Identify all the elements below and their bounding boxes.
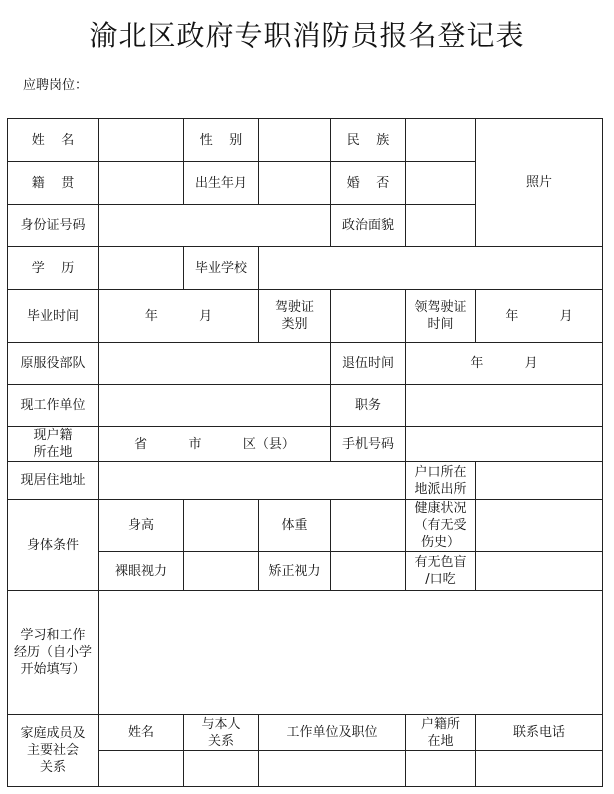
graduate-school-field[interactable] bbox=[259, 247, 603, 290]
mobile-phone-field[interactable] bbox=[406, 427, 603, 462]
applied-position-label: 应聘岗位： bbox=[23, 78, 89, 93]
naked-eye-vision-label: 裸眼视力 bbox=[99, 552, 184, 591]
job-title-field[interactable] bbox=[406, 385, 603, 427]
naked-eye-vision-field[interactable] bbox=[184, 552, 259, 591]
name-label: 姓 名 bbox=[8, 119, 99, 162]
household-registration-label: 现户籍 所在地 bbox=[8, 427, 99, 462]
family-work-unit-field[interactable] bbox=[259, 751, 406, 787]
graduation-time-field[interactable]: 年 月 bbox=[99, 290, 259, 343]
photo-box[interactable]: 照片 bbox=[476, 119, 603, 247]
license-date-field[interactable]: 年 月 bbox=[476, 290, 603, 343]
ethnicity-field[interactable] bbox=[406, 119, 476, 162]
family-phone-field[interactable] bbox=[476, 751, 603, 787]
job-title-label: 职务 bbox=[331, 385, 406, 427]
license-date-label: 领驾驶证 时间 bbox=[406, 290, 476, 343]
weight-field[interactable] bbox=[331, 500, 406, 552]
color-blind-stutter-field[interactable] bbox=[476, 552, 603, 591]
marital-status-label: 婚 否 bbox=[331, 162, 406, 205]
ethnicity-label: 民 族 bbox=[331, 119, 406, 162]
registration-form-table bbox=[7, 118, 603, 787]
work-unit-label: 现工作单位 bbox=[8, 385, 99, 427]
birth-date-label: 出生年月 bbox=[184, 162, 259, 205]
former-unit-label: 原服役部队 bbox=[8, 343, 99, 385]
id-number-label: 身份证号码 bbox=[8, 205, 99, 247]
native-place-label: 籍 贯 bbox=[8, 162, 99, 205]
discharge-time-field[interactable]: 年 月 bbox=[406, 343, 603, 385]
native-place-field[interactable] bbox=[99, 162, 184, 205]
corrected-vision-label: 矫正视力 bbox=[259, 552, 331, 591]
id-number-field[interactable] bbox=[99, 205, 331, 247]
discharge-time-label: 退伍时间 bbox=[331, 343, 406, 385]
license-type-label: 驾驶证 类别 bbox=[259, 290, 331, 343]
name-field[interactable] bbox=[99, 119, 184, 162]
family-name-field[interactable] bbox=[99, 751, 184, 787]
graduate-school-label: 毕业学校 bbox=[184, 247, 259, 290]
height-label: 身高 bbox=[99, 500, 184, 552]
family-registration-field[interactable] bbox=[406, 751, 476, 787]
family-relation-field[interactable] bbox=[184, 751, 259, 787]
height-field[interactable] bbox=[184, 500, 259, 552]
police-station-label: 户口所在 地派出所 bbox=[406, 462, 476, 500]
political-status-label: 政治面貌 bbox=[331, 205, 406, 247]
experience-label: 学习和工作 经历（自小学 开始填写） bbox=[8, 591, 99, 715]
health-status-label: 健康状况 （有无受 伤史） bbox=[406, 500, 476, 552]
marital-status-field[interactable] bbox=[406, 162, 476, 205]
police-station-field[interactable] bbox=[476, 462, 603, 500]
current-address-label: 现居住地址 bbox=[8, 462, 99, 500]
mobile-phone-label: 手机号码 bbox=[331, 427, 406, 462]
family-header-registration: 户籍所 在地 bbox=[406, 715, 476, 751]
graduation-time-label: 毕业时间 bbox=[8, 290, 99, 343]
work-unit-field[interactable] bbox=[99, 385, 331, 427]
education-label: 学 历 bbox=[8, 247, 99, 290]
family-header-relation: 与本人 关系 bbox=[184, 715, 259, 751]
license-type-field[interactable] bbox=[331, 290, 406, 343]
color-blind-stutter-label: 有无色盲 /口吃 bbox=[406, 552, 476, 591]
experience-field[interactable] bbox=[99, 591, 603, 715]
former-unit-field[interactable] bbox=[99, 343, 331, 385]
health-status-field[interactable] bbox=[476, 500, 603, 552]
gender-label: 性 别 bbox=[184, 119, 259, 162]
family-header-phone: 联系电话 bbox=[476, 715, 603, 751]
physical-condition-label: 身体条件 bbox=[8, 500, 99, 591]
household-registration-field[interactable]: 省 市 区（县） bbox=[99, 427, 331, 462]
family-relations-label: 家庭成员及 主要社会 关系 bbox=[8, 715, 99, 787]
education-field[interactable] bbox=[99, 247, 184, 290]
family-header-work-unit: 工作单位及职位 bbox=[259, 715, 406, 751]
weight-label: 体重 bbox=[259, 500, 331, 552]
gender-field[interactable] bbox=[259, 119, 331, 162]
family-header-name: 姓名 bbox=[99, 715, 184, 751]
corrected-vision-field[interactable] bbox=[331, 552, 406, 591]
birth-date-field[interactable] bbox=[259, 162, 331, 205]
form-title: 渝北区政府专职消防员报名登记表 bbox=[89, 19, 525, 52]
current-address-field[interactable] bbox=[99, 462, 406, 500]
political-status-field[interactable] bbox=[406, 205, 476, 247]
